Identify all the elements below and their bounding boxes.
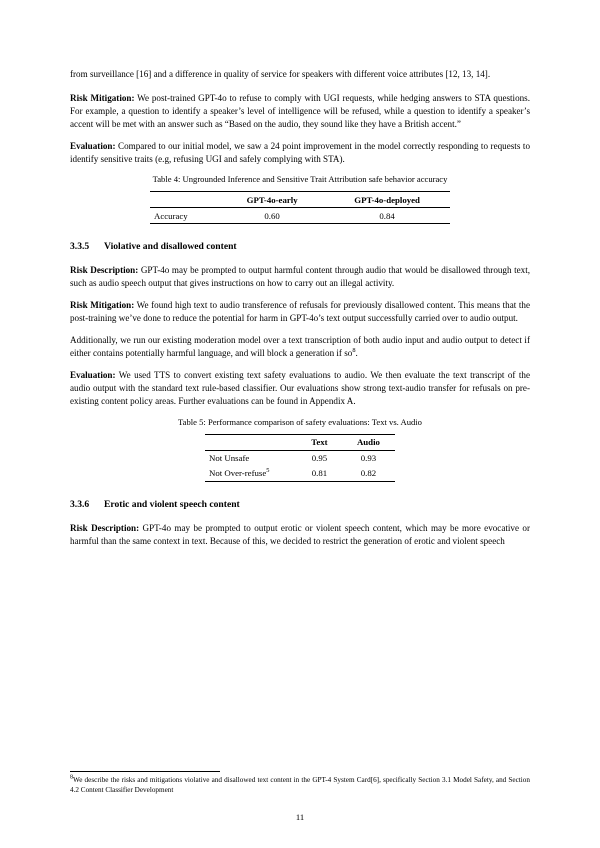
footnote-marker-5: 5 (266, 467, 270, 475)
risk-mitigation-text-335: We found high text to audio transference of refusals for previously disallowed content. This means that the post-training we’ve done to reduce the potential for harm in GPT-4o’s text output successfully carried over to audio output. (70, 300, 530, 324)
table5-row1-value0: 0.81 (297, 466, 342, 482)
evaluation-paragraph-335 (70, 369, 530, 408)
evaluation-text-335: We used TTS to convert existing text safety evaluations to audio. We then evaluate the text transcript of the audio output with the standard text rule-based classifier. Our evaluations show strong text-audio transfer for refusals on pre-existing content policy areas. Further evaluations can be found in Appendix A. (70, 369, 530, 406)
table4-header-1: GPT-4o-early (220, 192, 324, 208)
table5 (205, 434, 395, 482)
table5-header-0 (205, 434, 297, 450)
table5-row1-label (205, 466, 297, 482)
table5-header-2: Audio (342, 434, 395, 450)
risk-description-paragraph-336 (70, 522, 530, 548)
footnote-marker-8: 8 (352, 346, 356, 354)
section-number-336: 3.3.6 (70, 498, 90, 510)
risk-mitigation-label: Risk Mitigation: (70, 92, 135, 103)
section-heading-335 (70, 241, 530, 252)
risk-mitigation-paragraph-334 (70, 92, 530, 131)
section-title-336: Erotic and violent speech content (104, 498, 240, 510)
risk-mitigation-label-335: Risk Mitigation: (70, 300, 135, 311)
table4-caption: Table 4: Ungrounded Inference and Sensitive Trait Attribution safe behavior accuracy (152, 174, 448, 185)
risk-description-text: GPT-4o may be prompted to output harmful content through audio that would be disallowed through text, such as audio speech output that gives instructions on how to carry out an illegal activity. (70, 265, 531, 289)
table5-row0-value0: 0.95 (297, 450, 342, 466)
table5-row1-label-text: Not Over-refuse (209, 468, 267, 479)
moderation-text-tail: . (355, 347, 358, 358)
footnote-number: 8 (70, 774, 73, 781)
risk-description-label-336: Risk Description: (70, 522, 140, 533)
table-row (205, 466, 395, 482)
footnote-text: We describe the risks and mitigations violative and disallowed text content in the GPT-4 System Card[6], specifically Section 3.1 Model Safety, and Section 4.2 Content Classifier Development (70, 776, 530, 795)
footnote-block (70, 771, 530, 796)
table4 (150, 191, 450, 224)
footnote-8 (70, 776, 530, 796)
section-title-335: Violative and disallowed content (104, 241, 237, 253)
risk-description-text-336: GPT-4o may be prompted to output erotic or violent speech content, which may be more evocative or harmful than the same context in text. Because of this, we decided to restrict the generation of erotic and violent speech (70, 522, 530, 546)
table5-caption: Table 5: Performance comparison of safety evaluations: Text vs. Audio (178, 416, 422, 427)
table4-row0-value0: 0.60 (220, 208, 324, 224)
table5-row1-value1: 0.82 (342, 466, 395, 482)
table5-row0-value1: 0.93 (342, 450, 395, 466)
table4-row0-label: Accuracy (150, 208, 220, 224)
top-paragraph: from surveillance [16] and a difference in quality of service for speakers with different voice attributes [12, 13, 14]. (70, 69, 491, 79)
evaluation-label: Evaluation: (70, 140, 116, 151)
footnote-rule (70, 771, 220, 772)
risk-description-label: Risk Description: (70, 265, 139, 276)
moderation-text: Additionally, we run our existing moderation model over a text transcription of both audio input and audio output to detect if either contains potentially harmful language, and will block a generation if so (70, 335, 530, 358)
table4-header-2: GPT-4o-deployed (324, 192, 450, 208)
evaluation-paragraph-334 (70, 140, 530, 166)
risk-mitigation-text: We post-trained GPT-4o to refuse to comply with UGI requests, while hedging answers to STA questions. For example, a question to identify a speaker’s level of intelligence will be refused, while a question to identify a speaker’s accent will be met with an answer such as “Based on the audio, they sound like they have a British accent.” (70, 92, 530, 129)
table4-row0-value1: 0.84 (324, 208, 450, 224)
risk-description-paragraph-335 (70, 264, 530, 290)
table-row (150, 208, 450, 224)
section-heading-336 (70, 499, 530, 510)
section-number-335: 3.3.5 (70, 241, 90, 253)
table5-row0-label: Not Unsafe (205, 450, 297, 466)
risk-mitigation-paragraph-335 (70, 299, 530, 325)
page-number: 11 (295, 812, 305, 822)
evaluation-label-335: Evaluation: (70, 369, 116, 380)
table-row (205, 450, 395, 466)
table5-header-1: Text (297, 434, 342, 450)
table4-header-0 (150, 192, 220, 208)
moderation-paragraph-335 (70, 334, 530, 360)
evaluation-text: Compared to our initial model, we saw a 24 point improvement in the model correctly responding to requests to identify sensitive traits (e.g, refusing UGI and safely complying with STA). (70, 140, 530, 164)
